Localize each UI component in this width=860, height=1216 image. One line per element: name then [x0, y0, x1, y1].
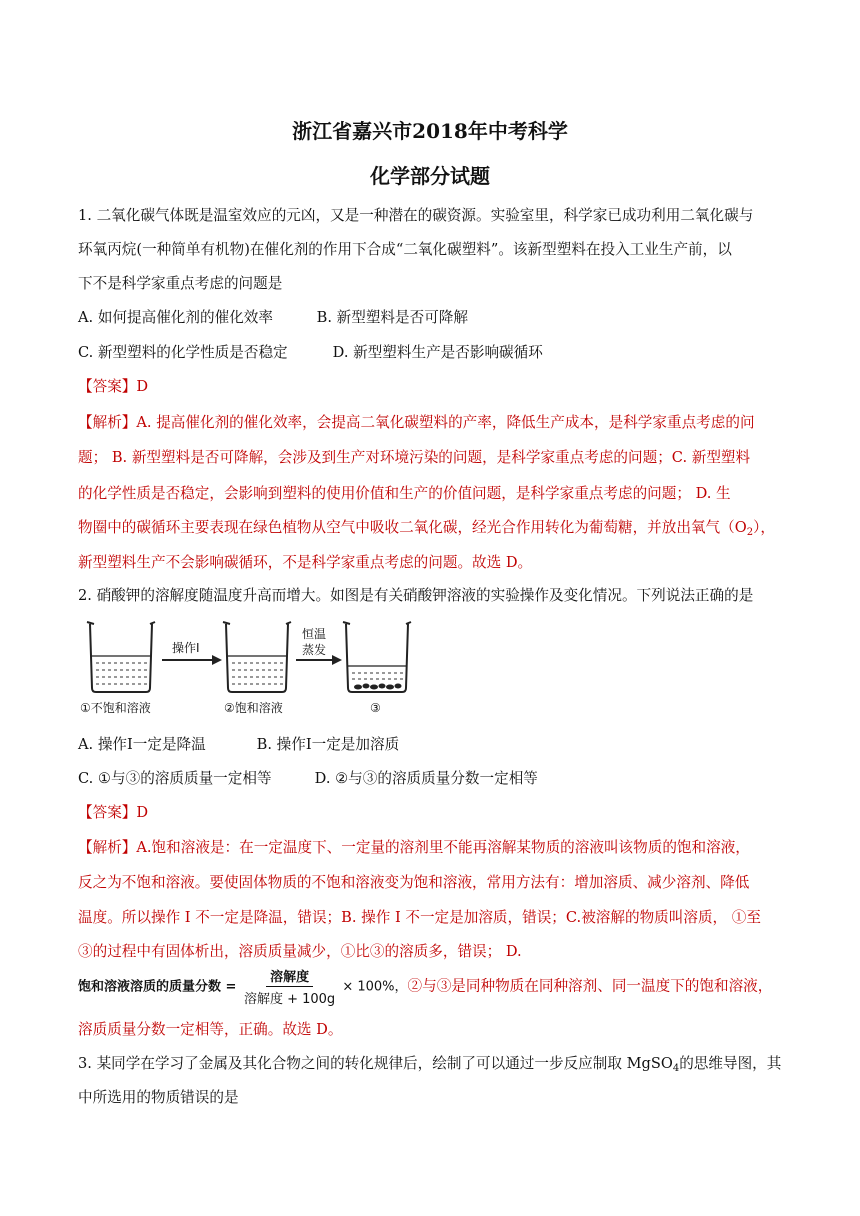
formula-numerator: 溶解度 — [266, 966, 313, 987]
q2-option-c: C. ①与③的溶质质量一定相等 — [78, 770, 272, 787]
q1-stem-line-1: 1. 二氧化碳气体既是温室效应的元凶，又是一种潜在的碳资源。实验室里，科学家已成功利用二氧化碳与 — [78, 207, 754, 224]
q2-analysis-line-1: 【解析】A.饱和溶液是：在一定温度下、一定量的溶剂里不能再溶解某物质的溶液叫该物质的饱和溶液， — [78, 839, 750, 856]
q1-stem-line-2: 环氧丙烷(一种简单有机物)在催化剂的作用下合成“二氧化碳塑料”。该新型塑料在投入工业生产前，以 — [78, 241, 732, 258]
arrow-2 — [296, 626, 342, 665]
arrow-2-label-2: 蒸发 — [302, 643, 327, 657]
q1-analysis-line-5: 新型塑料生产不会影响碳循环，不是科学家重点考虑的问题。故选 D。 — [78, 554, 533, 571]
crystals — [354, 684, 402, 690]
q1-analysis-line-4 — [78, 516, 775, 538]
q2-stem: 2. 硝酸钾的溶解度随温度升高而增大。如图是有关硝酸钾溶液的实验操作及变化情况。下列说法正确的是 — [78, 587, 754, 604]
q3-stem-line-1 — [78, 1052, 781, 1074]
q1-analysis-line-4-text: 物圈中的碳循环主要表现在绿色植物从空气中吸收二氧化碳，经光合作用转化为葡萄糖，并放出氧气（O — [78, 519, 747, 536]
q1-analysis-line-3: 的化学性质是否稳定，会影响到塑料的使用价值和生产的价值问题，是科学家重点考虑的问题； D. 生 — [78, 485, 731, 502]
page-subtitle: 化学部分试题 — [370, 164, 490, 188]
q2-option-d: D. ②与③的溶质质量分数一定相等 — [314, 770, 538, 787]
q2-options-cd — [78, 767, 538, 788]
q2-option-b: B. 操作Ⅰ一定是加溶质 — [256, 736, 400, 753]
q2-option-a: A. 操作Ⅰ一定是降温 — [78, 736, 206, 753]
beaker-1-label: ①不饱和溶液 — [80, 701, 151, 715]
formula-fraction — [244, 966, 335, 1007]
q2-formula-line — [78, 966, 772, 1007]
formula-denominator: 溶解度 + 100g — [243, 992, 336, 1007]
beaker-3 — [343, 622, 411, 692]
q2-options-ab — [78, 733, 399, 754]
q1-option-a: A. 如何提高催化剂的催化效率 — [78, 309, 273, 326]
page-title: 浙江省嘉兴市2018年中考科学 — [292, 119, 568, 143]
q1-analysis-line-1: 【解析】A. 提高催化剂的催化效率，会提高二氧化碳塑料的产率，降低生产成本，是科学家重点考虑的问 — [78, 414, 755, 431]
beaker-2 — [223, 622, 291, 692]
formula-tail: × 100%， — [338, 979, 408, 995]
beaker-experiment-figure — [78, 616, 412, 720]
q2-analysis-last: 溶质质量分数一定相等，正确。故选 D。 — [78, 1021, 343, 1038]
beaker-3-label: ③ — [370, 701, 381, 715]
o2-tail: ）， — [753, 519, 775, 536]
q3-stem-tail: 的思维导图，其 — [679, 1055, 782, 1072]
q1-option-c: C. 新型塑料的化学性质是否稳定 — [78, 344, 288, 361]
arrow-1-label: 操作Ⅰ — [172, 641, 200, 655]
q1-option-b: B. 新型塑料是否可降解 — [316, 309, 468, 326]
q1-answer: 【答案】D — [78, 378, 149, 395]
q1-options-cd — [78, 341, 543, 362]
beaker-1 — [87, 622, 155, 692]
q2-analysis-line-4: ③的过程中有固体析出，溶质质量减少，①比③的溶质多，错误； D. — [78, 943, 522, 960]
beaker-2-label: ②饱和溶液 — [224, 701, 283, 715]
arrow-2-label-1: 恒温 — [302, 627, 327, 641]
so4-subscript: 4 — [672, 1063, 680, 1074]
q1-analysis-line-2: 题； B. 新型塑料是否可降解，会涉及到生产对环境污染的问题，是科学家重点考虑的问题；C. 新型塑料 — [78, 449, 751, 466]
q2-answer: 【答案】D — [78, 804, 149, 821]
q2-analysis-line-3: 温度。所以操作 I 不一定是降温，错误；B. 操作 I 不一定是加溶质，错误；C.被溶解的物质叫溶质， ①至 — [78, 909, 761, 926]
q2-analysis-line-2: 反之为不饱和溶液。要使固体物质的不饱和溶液变为饱和溶液，常用方法有：增加溶质、减少溶剂、降低 — [78, 874, 750, 891]
q3-stem-line-2: 中所选用的物质错误的是 — [78, 1089, 239, 1106]
formula-after: ②与③是同种物质在同种溶剂、同一温度下的饱和溶液， — [407, 977, 773, 995]
o2-subscript: 2 — [746, 527, 754, 538]
q3-stem-text: 3. 某同学在学习了金属及其化合物之间的转化规律后，绘制了可以通过一步反应制取 MgSO — [78, 1055, 673, 1072]
formula-left: 饱和溶液溶质的质量分数 = — [78, 979, 241, 995]
q1-option-d: D. 新型塑料生产是否影响碳循环 — [332, 344, 543, 361]
arrow-1 — [162, 640, 222, 665]
q1-stem-line-3: 下不是科学家重点考虑的问题是 — [78, 275, 283, 292]
q1-options-ab — [78, 306, 468, 327]
